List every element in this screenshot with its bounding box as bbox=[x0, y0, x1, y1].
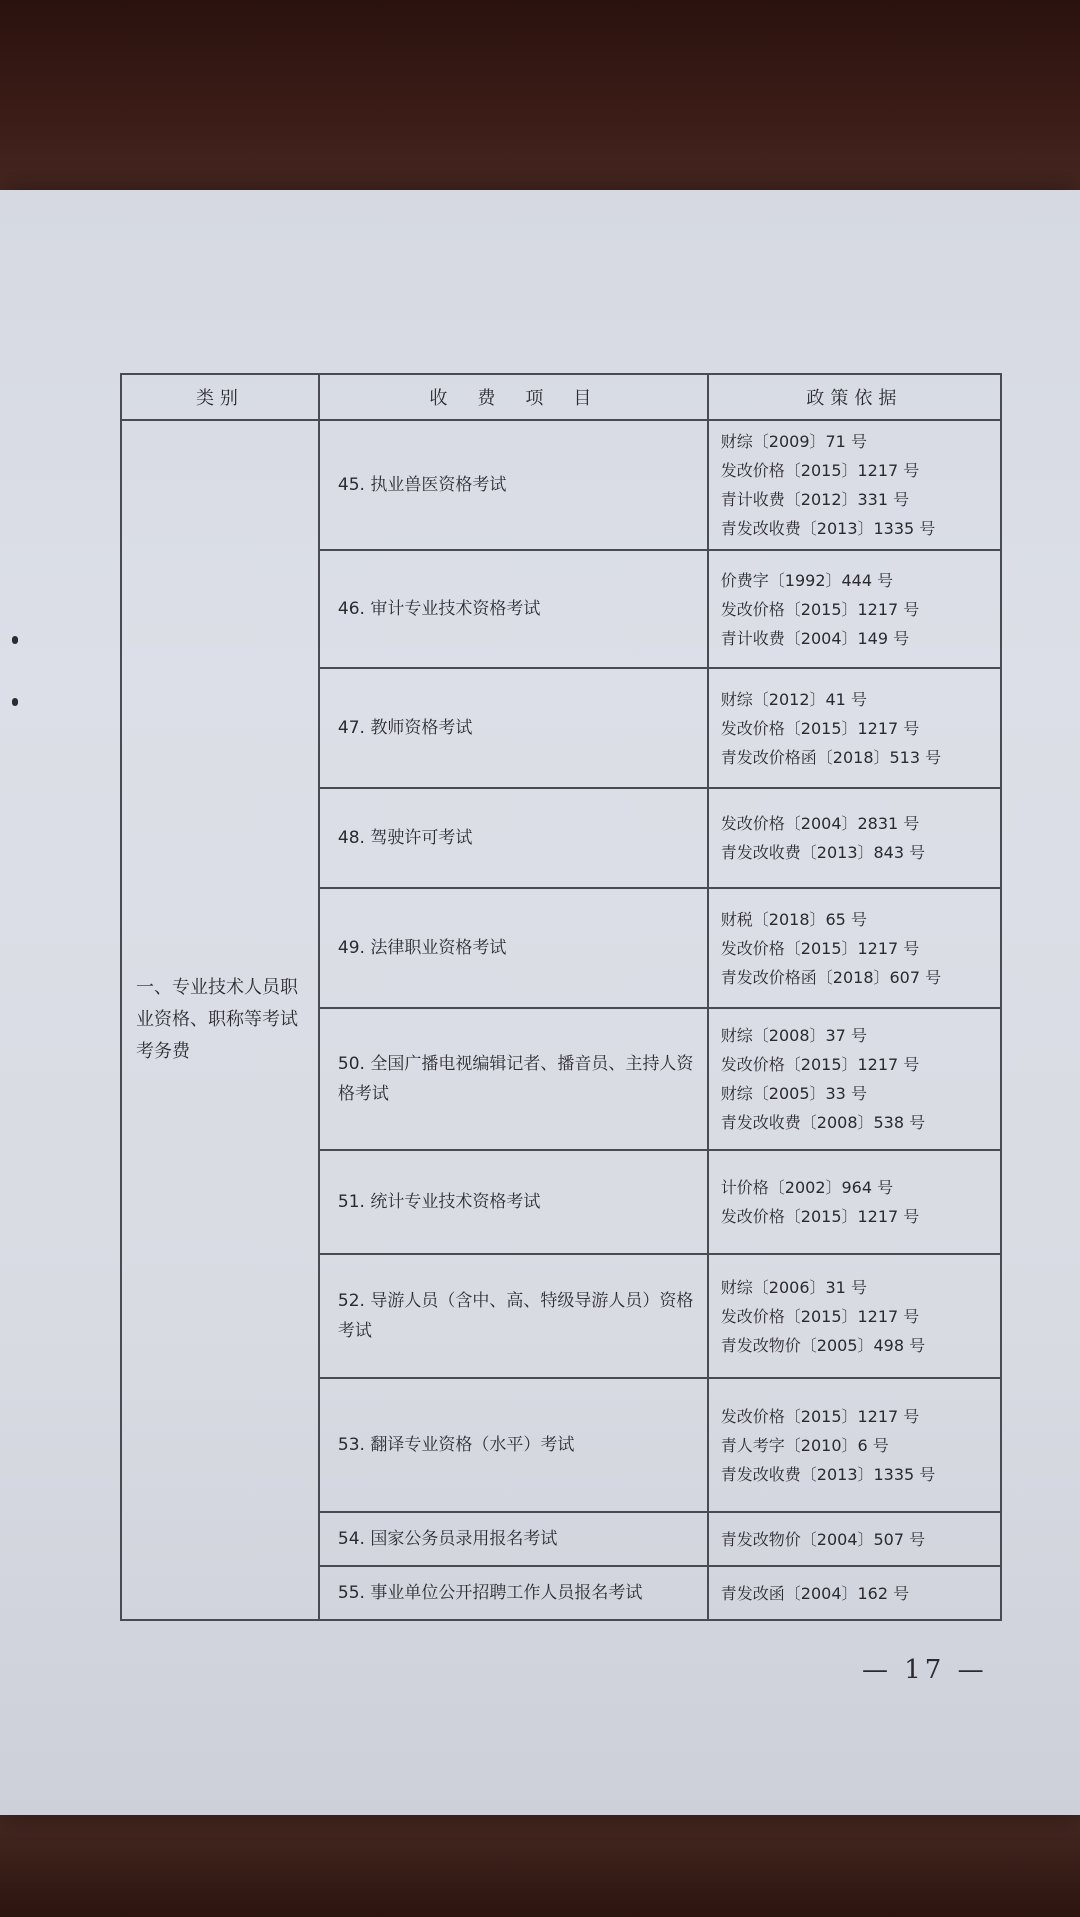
fee-table bbox=[120, 373, 1002, 1621]
policy-reference: 发改价格〔2015〕1217 号 bbox=[720, 938, 920, 958]
policy-reference: 青发改价格函〔2018〕513 号 bbox=[720, 747, 942, 767]
header-basis: 政策依据 bbox=[708, 374, 1001, 420]
policy-reference: 青计收费〔2004〕149 号 bbox=[720, 628, 910, 648]
policy-reference: 青发改收费〔2013〕1335 号 bbox=[720, 1464, 936, 1484]
policy-reference: 发改价格〔2015〕1217 号 bbox=[720, 1055, 920, 1074]
fee-item-cell: 52. 导游人员（含中、高、特级导游人员）资格考试 bbox=[319, 1254, 708, 1378]
background-top bbox=[0, 0, 1080, 210]
policy-reference: 财综〔2012〕41 号 bbox=[720, 689, 867, 709]
policy-reference: 发改价格〔2015〕1217 号 bbox=[720, 1406, 920, 1426]
policy-reference: 发改价格〔2015〕1217 号 bbox=[720, 599, 920, 619]
policy-reference: 价费字〔1992〕444 号 bbox=[720, 570, 894, 590]
fee-item-cell: 54. 国家公务员录用报名考试 bbox=[319, 1512, 708, 1566]
policy-reference: 发改价格〔2015〕1217 号 bbox=[720, 1306, 920, 1326]
policy-reference: 发改价格〔2015〕1217 号 bbox=[720, 1207, 920, 1226]
policy-basis-cell bbox=[708, 668, 1001, 788]
fee-item-cell: 53. 翻译专业资格（水平）考试 bbox=[319, 1378, 708, 1512]
policy-reference: 青发改收费〔2013〕843 号 bbox=[720, 843, 926, 862]
policy-reference: 发改价格〔2015〕1217 号 bbox=[720, 718, 920, 738]
binding-hole bbox=[12, 636, 18, 644]
document-page bbox=[0, 190, 1080, 1815]
fee-item-cell: 46. 审计专业技术资格考试 bbox=[319, 550, 708, 668]
fee-item-cell: 45. 执业兽医资格考试 bbox=[319, 420, 708, 550]
table-header-row bbox=[121, 374, 1001, 420]
fee-item-cell: 48. 驾驶许可考试 bbox=[319, 788, 708, 888]
policy-basis-cell bbox=[708, 1008, 1001, 1150]
fee-table-wrapper bbox=[120, 373, 1002, 1621]
background-bottom bbox=[0, 1800, 1080, 1917]
policy-reference: 青人考字〔2010〕6 号 bbox=[720, 1435, 889, 1455]
policy-reference: 青发改收费〔2008〕538 号 bbox=[720, 1113, 926, 1132]
policy-reference: 青发改物价〔2004〕507 号 bbox=[720, 1529, 926, 1549]
policy-reference: 青发改收费〔2013〕1335 号 bbox=[720, 519, 936, 538]
policy-reference: 青发改价格函〔2018〕607 号 bbox=[720, 967, 942, 987]
policy-basis-cell bbox=[708, 420, 1001, 550]
policy-basis-cell bbox=[708, 888, 1001, 1008]
policy-basis-cell bbox=[708, 1378, 1001, 1512]
fee-item-cell: 55. 事业单位公开招聘工作人员报名考试 bbox=[319, 1566, 708, 1620]
category-cell: 一、专业技术人员职业资格、职称等考试考务费 bbox=[121, 420, 319, 1620]
policy-reference: 财综〔2006〕31 号 bbox=[720, 1277, 867, 1297]
page-number: — 17 — bbox=[862, 1655, 988, 1685]
fee-item-cell: 49. 法律职业资格考试 bbox=[319, 888, 708, 1008]
policy-reference: 财税〔2018〕65 号 bbox=[720, 909, 867, 929]
policy-reference: 发改价格〔2004〕2831 号 bbox=[720, 814, 920, 833]
table-row bbox=[121, 420, 1001, 550]
policy-reference: 计价格〔2002〕964 号 bbox=[720, 1178, 894, 1197]
policy-basis-cell bbox=[708, 1150, 1001, 1254]
fee-item-cell: 47. 教师资格考试 bbox=[319, 668, 708, 788]
fee-item-cell: 51. 统计专业技术资格考试 bbox=[319, 1150, 708, 1254]
header-item: 收 费 项 目 bbox=[319, 374, 708, 420]
header-category: 类别 bbox=[121, 374, 319, 420]
policy-reference: 青发改函〔2004〕162 号 bbox=[720, 1583, 910, 1603]
policy-basis-cell bbox=[708, 1254, 1001, 1378]
binding-hole bbox=[12, 698, 18, 706]
policy-reference: 发改价格〔2015〕1217 号 bbox=[720, 461, 920, 480]
policy-reference: 青发改物价〔2005〕498 号 bbox=[720, 1335, 926, 1355]
policy-basis-cell bbox=[708, 788, 1001, 888]
policy-basis-cell bbox=[708, 1512, 1001, 1566]
fee-item-cell: 50. 全国广播电视编辑记者、播音员、主持人资格考试 bbox=[319, 1008, 708, 1150]
policy-reference: 财综〔2008〕37 号 bbox=[720, 1026, 867, 1045]
policy-basis-cell bbox=[708, 550, 1001, 668]
policy-reference: 青计收费〔2012〕331 号 bbox=[720, 490, 910, 509]
policy-reference: 财综〔2009〕71 号 bbox=[720, 432, 867, 451]
policy-reference: 财综〔2005〕33 号 bbox=[720, 1084, 867, 1103]
policy-basis-cell bbox=[708, 1566, 1001, 1620]
